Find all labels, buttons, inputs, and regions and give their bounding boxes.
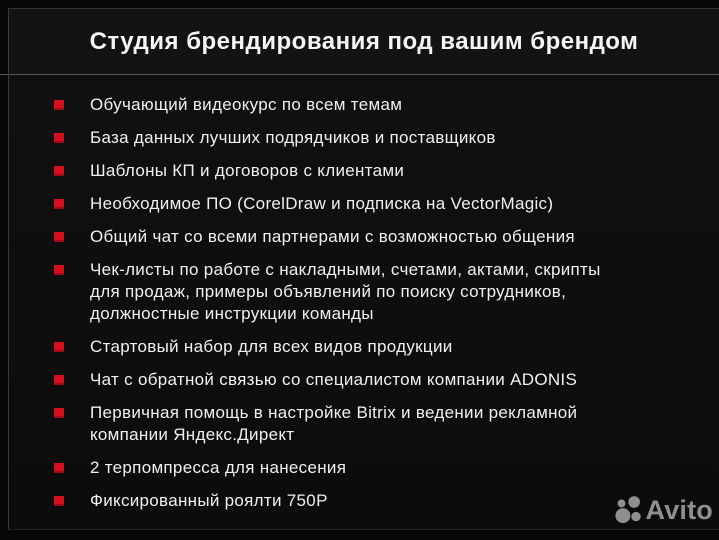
avito-wordmark: Avito xyxy=(645,494,713,525)
list-item-text: Первичная помощь в настройке Bitrix и ведении рекламной компании Яндекс.Директ xyxy=(90,403,578,444)
bullet-square-icon xyxy=(54,133,64,143)
bullet-square-icon xyxy=(54,166,64,176)
list-item-text: Обучающий видеокурс по всем темам xyxy=(90,95,403,114)
list-item xyxy=(54,336,719,358)
list-item-text: Стартовый набор для всех видов продукции xyxy=(90,337,453,356)
slide-header xyxy=(9,9,719,74)
list-item-text: 2 терпомпресса для нанесения xyxy=(90,458,347,477)
bullet-square-icon xyxy=(54,408,64,418)
bullet-square-icon xyxy=(54,265,64,275)
bullet-square-icon xyxy=(54,100,64,110)
list-item-text: Необходимое ПО (CorelDraw и подписка на VectorMagic) xyxy=(90,194,554,213)
bullet-square-icon xyxy=(54,342,64,352)
list-item-text: Шаблоны КП и договоров с клиентами xyxy=(90,161,405,180)
bullet-square-icon xyxy=(54,463,64,473)
bullet-square-icon xyxy=(54,496,64,506)
left-frame-line xyxy=(8,8,9,530)
bullet-square-icon xyxy=(54,375,64,385)
list-item xyxy=(54,193,719,215)
bullet-square-icon xyxy=(54,232,64,242)
page-title: Студия брендирования под вашим брендом xyxy=(89,27,639,55)
list-item xyxy=(54,259,719,325)
content-area xyxy=(9,75,719,530)
list-item xyxy=(54,127,719,149)
avito-watermark xyxy=(614,494,714,526)
list-item xyxy=(54,160,719,182)
list-item xyxy=(54,402,719,446)
slide-frame xyxy=(9,9,719,530)
list-item-text: Фиксированный роялти 750Р xyxy=(90,491,328,510)
list-item-text: База данных лучших подрядчиков и поставщиков xyxy=(90,128,496,147)
list-item-text: Чек-листы по работе с накладными, счетами, актами, скрипты для продаж, примеры объявлений по поиску сотрудников, должностные инструкции команды xyxy=(90,260,601,323)
list-item-text: Чат с обратной связью со специалистом компании ADONIS xyxy=(90,370,578,389)
top-frame-line xyxy=(8,8,719,9)
feature-list xyxy=(9,75,719,512)
list-item xyxy=(54,369,719,391)
list-item xyxy=(54,226,719,248)
list-item-text: Общий чат со всеми партнерами с возможностью общения xyxy=(90,227,575,246)
list-item xyxy=(54,457,719,479)
bottom-frame-line xyxy=(8,529,719,530)
list-item xyxy=(54,94,719,116)
bullet-square-icon xyxy=(54,199,64,209)
avito-logo-icon xyxy=(614,494,644,526)
